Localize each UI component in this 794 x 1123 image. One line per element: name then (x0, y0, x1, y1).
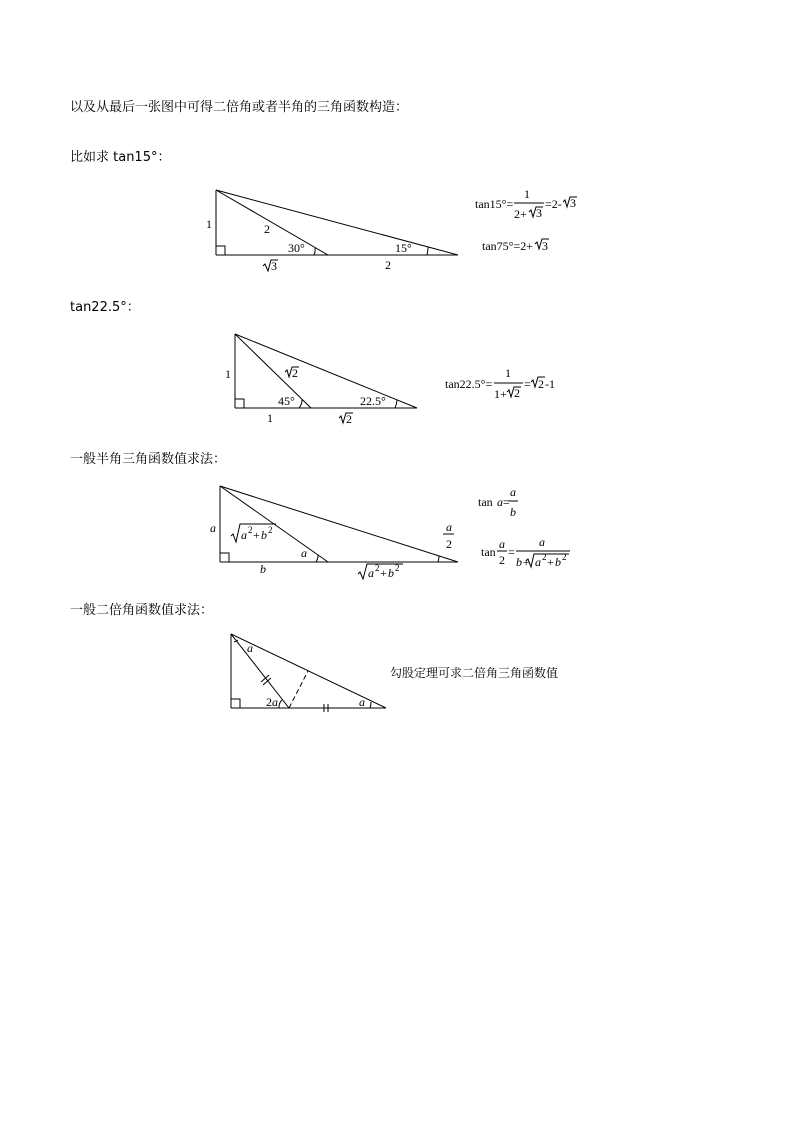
label-angle-2a-coef: 2 (266, 695, 272, 709)
formula-lhs: tan (478, 495, 493, 509)
exp: 2 (248, 525, 253, 535)
radicand: 3 (570, 196, 576, 210)
radicand: 2 (346, 412, 352, 426)
radicand: 2 (292, 366, 298, 380)
formula-lhs: tan75°=2+ (482, 239, 533, 253)
label-side-1: 1 (225, 367, 231, 381)
formula-tan22-5 (445, 366, 555, 401)
heading-example-tan15: 比如求 tan15°： (70, 150, 171, 165)
formula-numerator: 1 (524, 187, 530, 201)
label-side-a: a (210, 521, 216, 535)
exp: 2 (395, 563, 400, 573)
label-hyp-sqrt-a2-b2 (231, 524, 276, 542)
label-angle-a-top: a (247, 641, 253, 655)
formula-denominator: 2+ (514, 207, 527, 221)
label-angle-a: a (301, 546, 307, 560)
radicand: 3 (271, 259, 277, 273)
formula-equals: = (524, 377, 531, 391)
term-a: a (535, 555, 541, 569)
label-base-2: 2 (385, 258, 391, 272)
formula-var: a (497, 495, 503, 509)
heading-intro: 以及从最后一张图中可得二倍角或者半角的三角函数构造： (70, 100, 409, 115)
label-base-sqrt-a2-b2 (358, 563, 403, 580)
radicand: 2 (514, 386, 520, 400)
label-base-b: b (260, 562, 266, 576)
formula-arg-num: a (499, 537, 505, 551)
formula-equals: =2- (545, 197, 562, 211)
formula-lhs: tan15°= (475, 197, 514, 211)
formula-numerator: a (539, 535, 545, 549)
figure-tan15 (190, 180, 610, 280)
term-a: a (368, 566, 374, 580)
exp: 2 (542, 552, 547, 562)
exp: 2 (562, 552, 567, 562)
formula-lhs: tan22.5°= (445, 377, 493, 391)
exp: 2 (375, 563, 380, 573)
heading-example-tan22-5: tan22.5°： (70, 300, 140, 315)
exp: 2 (268, 525, 273, 535)
heading-double-angle-method: 一般二倍角函数值求法： (70, 603, 214, 618)
formula-tan75 (482, 239, 549, 253)
formula-lhs: tan (481, 545, 496, 559)
formula-numerator: a (510, 485, 516, 499)
term-b: b (388, 566, 394, 580)
figure-tan22-5 (215, 330, 575, 430)
formula-denominator: 1+ (494, 387, 507, 401)
triangle-tan15 (216, 190, 458, 255)
heading-half-angle-method: 一般半角三角函数值求法： (70, 452, 227, 467)
label-angle-15: 15° (395, 241, 412, 255)
formula-denominator: b+ (516, 555, 531, 569)
formula-tan15 (475, 187, 577, 221)
formula-tan-a (478, 485, 518, 519)
term-a: a (241, 528, 247, 542)
label-angle-a-over-2 (443, 520, 454, 551)
label-hyp-2: 2 (264, 222, 270, 236)
denominator: 2 (446, 537, 452, 551)
formula-denominator: b (510, 505, 516, 519)
formula-tail: -1 (545, 377, 555, 391)
label-angle-22-5: 22.5° (360, 394, 386, 408)
radicand: 3 (536, 206, 542, 220)
label-angle-2a-var: a (272, 695, 278, 709)
plus: + (253, 528, 260, 542)
label-angle-30: 30° (288, 241, 305, 255)
formula-equals: = (503, 495, 510, 509)
numerator: a (446, 520, 452, 534)
label-base-1: 1 (267, 411, 273, 425)
plus: + (380, 566, 387, 580)
figure-double-angle (220, 628, 580, 718)
caption-pythagorean: 勾股定理可求二倍角三角函数值 (390, 666, 559, 680)
label-angle-45: 45° (278, 394, 295, 408)
label-hyp-sqrt2 (285, 366, 299, 380)
formula-equals: = (508, 545, 515, 559)
radicand: 3 (542, 239, 548, 253)
radicand: 2 (538, 377, 544, 391)
plus: + (547, 555, 554, 569)
label-angle-a-outer: a (359, 695, 365, 709)
label-side-1: 1 (206, 217, 212, 231)
term-b: b (261, 528, 267, 542)
formula-tan-a-over-2 (481, 535, 570, 569)
formula-numerator: 1 (505, 366, 511, 380)
label-base-sqrt2 (339, 412, 353, 426)
formula-arg-den: 2 (499, 553, 505, 567)
label-base-sqrt3 (263, 259, 278, 273)
term-b: b (555, 555, 561, 569)
triangle-tan22-5 (235, 334, 417, 408)
figure-half-angle (200, 478, 600, 588)
